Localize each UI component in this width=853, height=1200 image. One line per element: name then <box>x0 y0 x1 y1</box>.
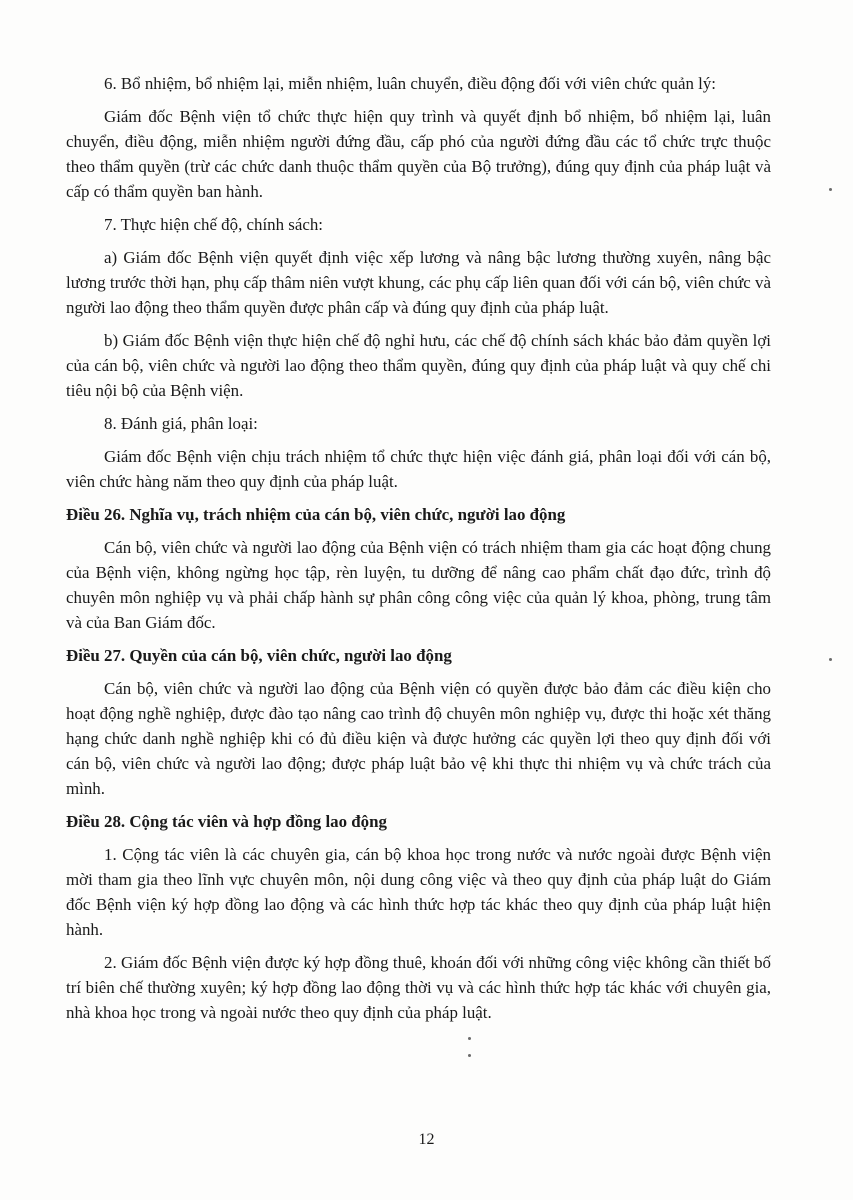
document-body <box>66 71 771 1033</box>
paragraph-policy-b: b) Giám đốc Bệnh viện thực hiện chế độ nghỉ hưu, các chế độ chính sách khác bảo đảm quyền lợi của cán bộ, viên chức và người lao động theo thẩm quyền, đúng quy định của pháp luật và quy chế chi tiêu nội bộ của Bệnh viện. <box>66 331 771 400</box>
paragraph-evaluation-body: Giám đốc Bệnh viện chịu trách nhiệm tổ chức thực hiện việc đánh giá, phân loại đối với cán bộ, viên chức hàng năm theo quy định của pháp luật. <box>66 447 771 491</box>
paragraph-appointment-body: Giám đốc Bệnh viện tổ chức thực hiện quy trình và quyết định bổ nhiệm, bổ nhiệm lại, luân chuyển, điều động, miễn nhiệm người đứng đầu, cấp phó của người đứng đầu các tổ chức trực thuộc theo thẩm quyền (trừ các chức danh thuộc thẩm quyền của Bộ trưởng), đúng quy định của pháp luật và cấp có thẩm quyền ban hành. <box>66 107 771 201</box>
article-27-body: Cán bộ, viên chức và người lao động của Bệnh viện có quyền được bảo đảm các điều kiện cho hoạt động nghề nghiệp, được đào tạo nâng cao trình độ chuyên môn nghiệp vụ, được thi hoặc xét thăng hạng chức danh nghề nghiệp khi có đủ điều kiện và được hưởng các quyền lợi theo quy định đối với cán bộ, viên chức và người lao động; được pháp luật bảo vệ khi thực thi nhiệm vụ và chức trách của mình. <box>66 679 771 798</box>
scan-speck <box>468 1054 471 1057</box>
article-26-body: Cán bộ, viên chức và người lao động của Bệnh viện có trách nhiệm tham gia các hoạt động chung của Bệnh viện, không ngừng học tập, rèn luyện, tu dưỡng để nâng cao phẩm chất đạo đức, trình độ chuyên môn nghiệp vụ và phải chấp hành sự phân công công việc của quản lý khoa, phòng, trung tâm và của Ban Giám đốc. <box>66 538 771 632</box>
article-28-clause-2: 2. Giám đốc Bệnh viện được ký hợp đồng thuê, khoán đối với những công việc không cần thiết bố trí biên chế thường xuyên; ký hợp đồng lao động thời vụ và các hình thức hợp tác khác với chuyên gia, nhà khoa học trong và ngoài nước theo quy định của pháp luật. <box>66 953 771 1022</box>
article-28-heading: Điều 28. Cộng tác viên và hợp đồng lao động <box>66 812 387 831</box>
paragraph-evaluation-title: 8. Đánh giá, phân loại: <box>104 414 258 433</box>
scan-speck <box>829 658 832 661</box>
article-26-heading: Điều 26. Nghĩa vụ, trách nhiệm của cán bộ, viên chức, người lao động <box>66 505 566 524</box>
page-number: 12 <box>418 1131 435 1148</box>
article-27-heading: Điều 27. Quyền của cán bộ, viên chức, người lao động <box>66 646 452 665</box>
article-28-clause-1: 1. Cộng tác viên là các chuyên gia, cán bộ khoa học trong nước và nước ngoài được Bệnh viện mời tham gia theo lĩnh vực chuyên môn, nội dung công việc và theo quy định của pháp luật do Giám đốc Bệnh viện ký hợp đồng lao động và các hình thức hợp tác khác theo quy định của pháp luật hiện hành. <box>66 845 771 939</box>
paragraph-appointment-title: 6. Bổ nhiệm, bổ nhiệm lại, miễn nhiệm, luân chuyển, điều động đối với viên chức quản lý: <box>104 74 716 93</box>
paragraph-policy-title: 7. Thực hiện chế độ, chính sách: <box>104 215 323 234</box>
scan-speck <box>468 1037 471 1040</box>
paragraph-policy-a: a) Giám đốc Bệnh viện quyết định việc xếp lương và nâng bậc lương thường xuyên, nâng bậc lương trước thời hạn, phụ cấp thâm niên vượt khung, các phụ cấp liên quan đối với cán bộ, viên chức và người lao động theo thẩm quyền được phân cấp và đúng quy định của pháp luật. <box>66 248 771 317</box>
scan-speck <box>829 188 832 191</box>
